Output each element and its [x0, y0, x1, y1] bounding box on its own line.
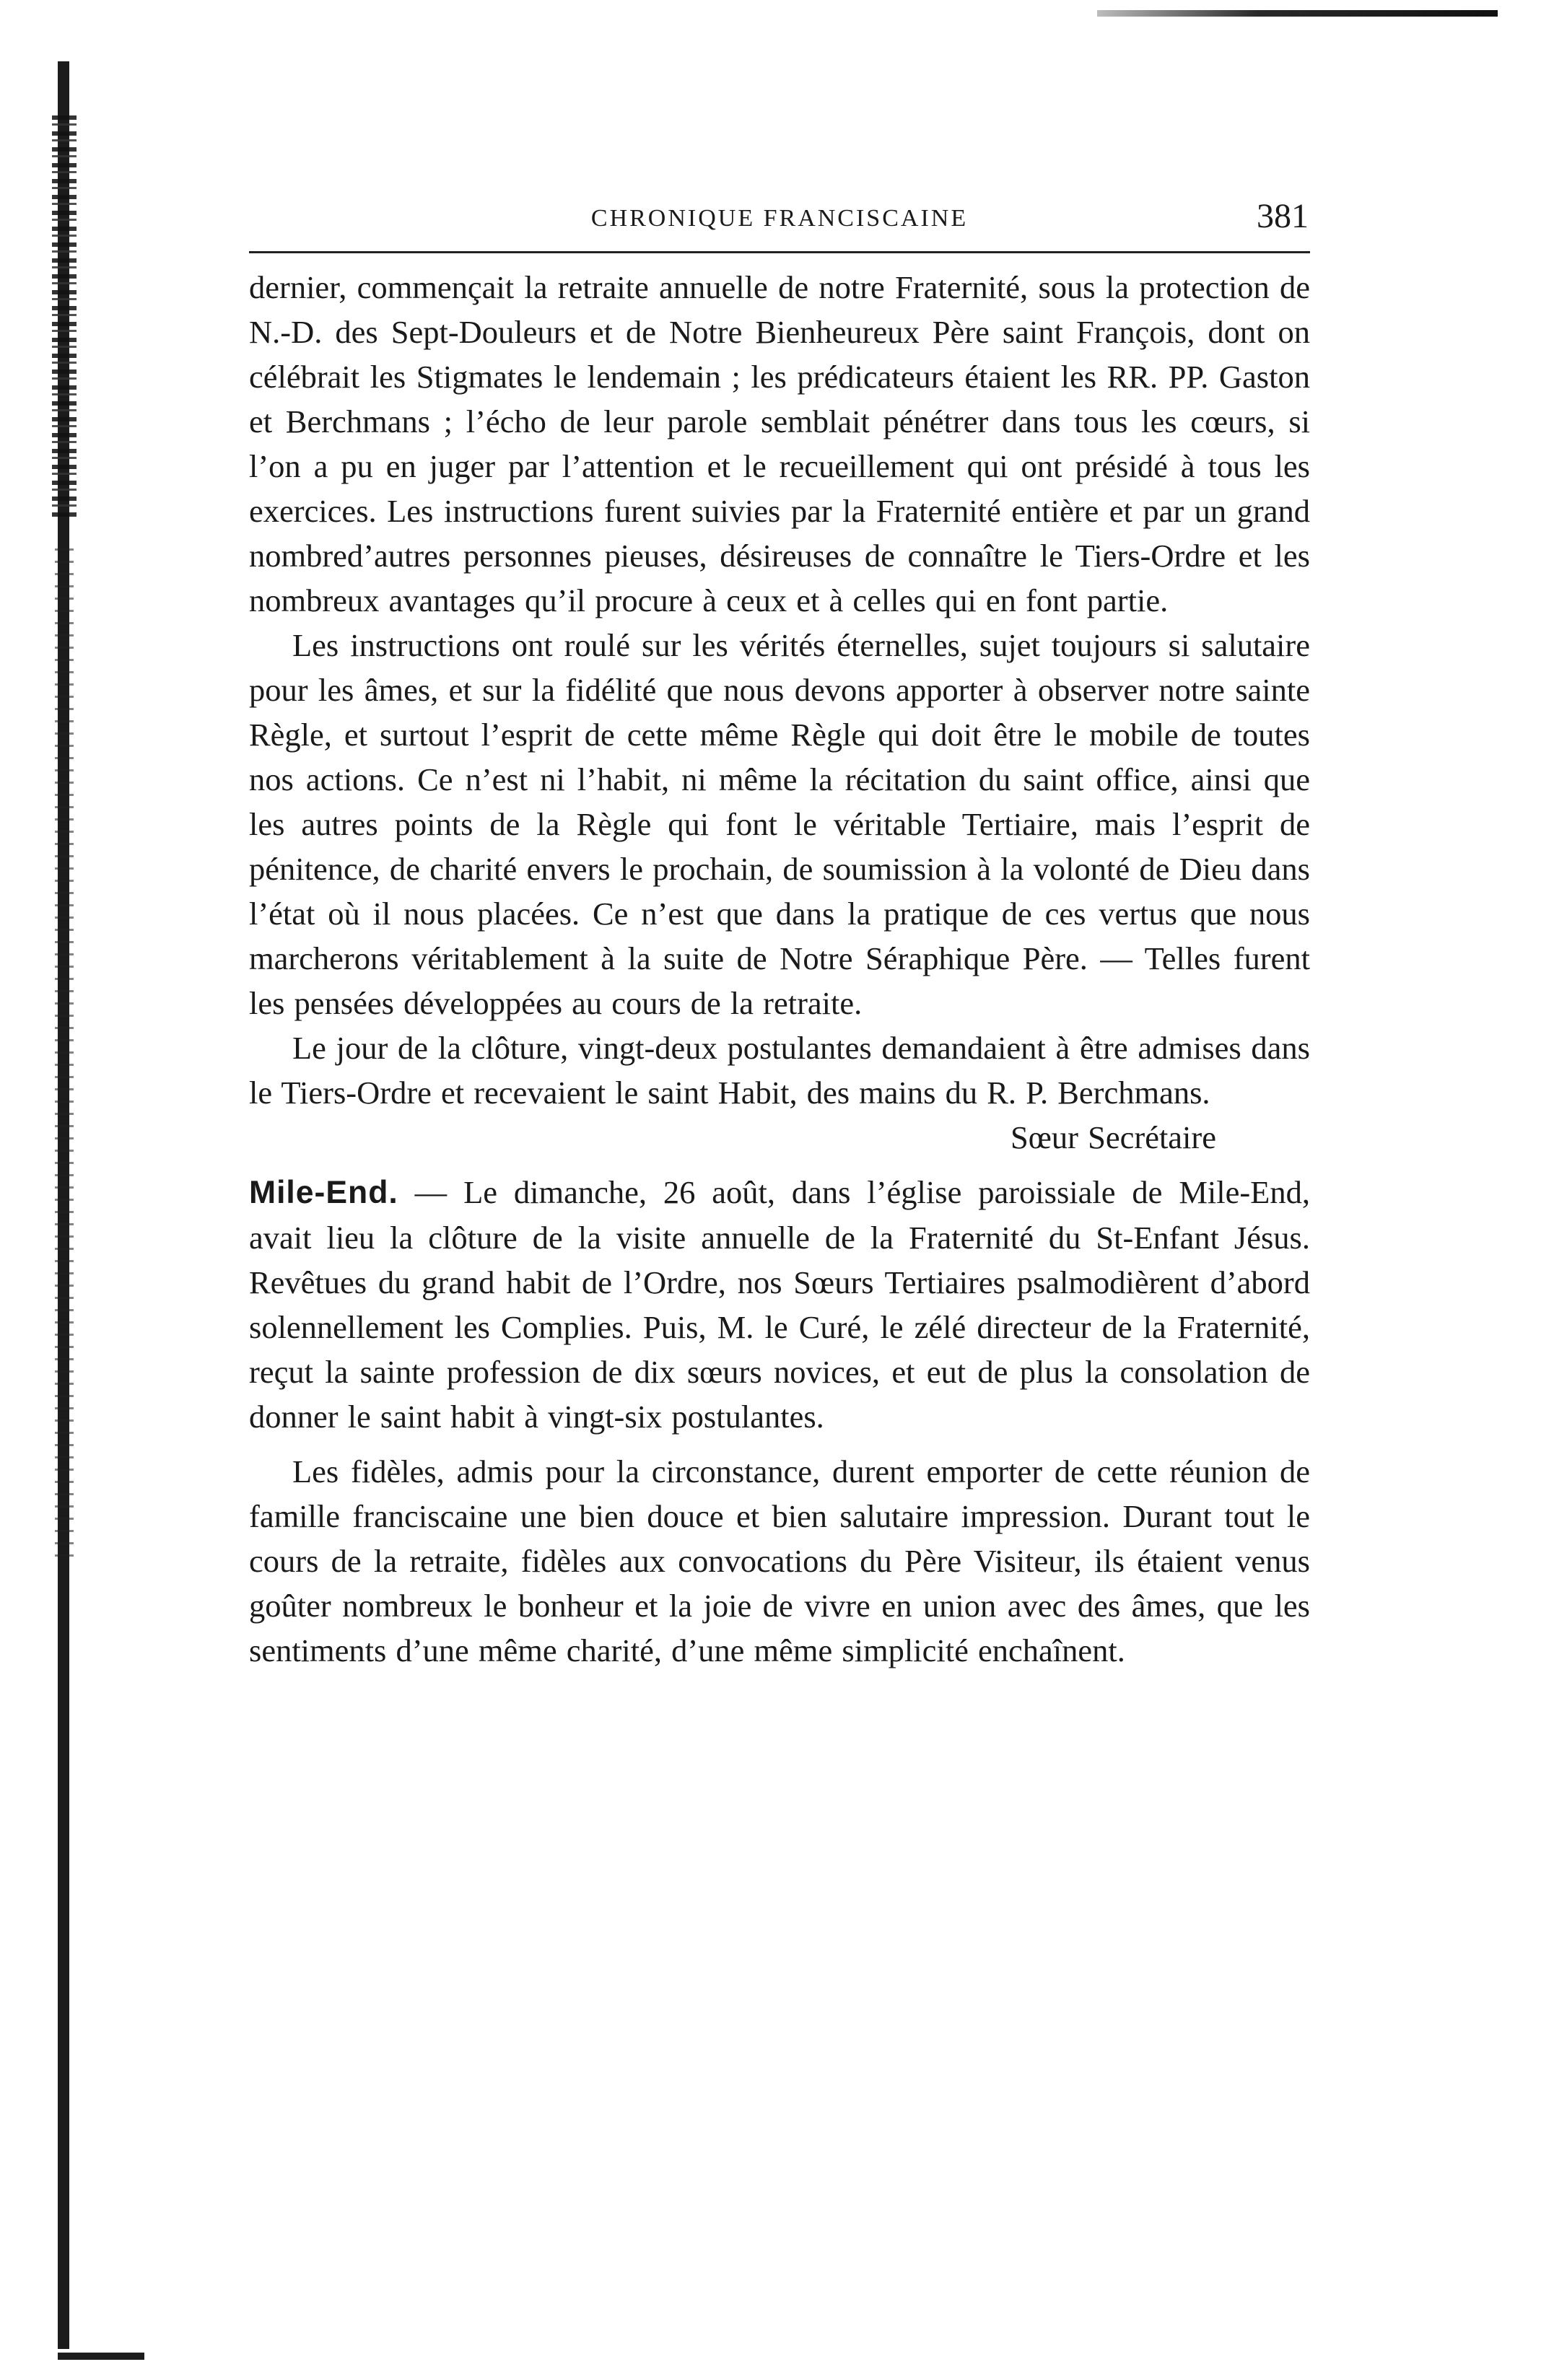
- paragraph-closing-day: Le jour de la clôture, vingt-deux postulantes demandaient à être admises dans le Tiers-Ordre et recevaient le saint Habit, des mains du R. P. Berchmans.: [249, 1030, 1310, 1111]
- signature: Sœur Secrétaire: [1011, 1119, 1216, 1155]
- running-head: [249, 195, 1310, 253]
- article-body: [249, 265, 1310, 1673]
- running-title: CHRONIQUE FRANCISCAINE: [590, 205, 969, 232]
- binding-shadow-lower: [55, 548, 74, 1559]
- binding-shadow: [52, 115, 77, 520]
- page-number: 381: [1257, 197, 1309, 235]
- binding-foot: [58, 2353, 144, 2360]
- paragraph-instructions: Les instructions ont roulé sur les vérités éternelles, sujet toujours si salutaire pour les âmes, et sur la fidélité que nous devons apporter à observer notre sainte Règle, et surtout l’esprit de cette même Règle qui doit être le mobile de toutes nos actions. Ce n’est ni l’habit, ni même la récitation du saint office, ainsi que les autres points de la Règle qui font le véritable Tertiaire, mais l’esprit de pénitence, de charité envers le prochain, de soumission à la volonté de Dieu dans l’état où il nous placées. Ce n’est que dans la pratique de ces vertus que nous marcherons véritablement à la suite de Notre Séraphique Père. — Telles furent les pensées développées au cours de la retraite.: [249, 627, 1310, 1021]
- paragraph-mile-end-text: — Le dimanche, 26 août, dans l’église paroissiale de Mile-End, avait lieu la clôture de la visite annuelle de la Fraternité du St-Enfant Jésus. Revêtues du grand habit de l’Ordre, nos Sœurs Tertiaires psalmodièrent d’abord solennellement les Complies. Puis, M. le Curé, le zélé directeur de la Fraternité, reçut la sainte profession de dix sœurs novices, et eut de plus la consolation de donner le saint habit à vingt-six postulantes.: [249, 1174, 1310, 1435]
- paragraph-continuation: dernier, commençait la retraite annuelle de notre Fraternité, sous la protection de N.-D. des Sept-Douleurs et de Notre Bienheureux Père saint François, dont on célébrait les Stigmates le lendemain ; les prédicateurs étaient les RR. PP. Gaston et Berchmans ; l’écho de leur parole semblait pénétrer dans tous les cœurs, si l’on a pu en juger par l’attention et le recueillement qui ont présidé à tous les exercices. Les instructions furent suivies par la Fraternité entière et par un grand nombred’autres personnes pieuses, désireuses de connaître le Tiers-Ordre et les nombreux avantages qu’il procure à ceux et à celles qui en font partie.: [249, 269, 1310, 618]
- paragraph-mile-end: [249, 1170, 1310, 1439]
- paragraph-faithful: Les fidèles, admis pour la circonstance, durent emporter de cette réunion de famille franciscaine une bien douce et bien salutaire impression. Durant tout le cours de la retraite, fidèles aux convocations du Père Visiteur, ils étaient venus goûter nombreux le bonheur et la joie de vivre en union avec des âmes, que les sentiments d’une même charité, d’une même simplicité enchaînent.: [249, 1453, 1310, 1668]
- page: [249, 195, 1310, 1673]
- top-edge-rule: [1097, 10, 1498, 17]
- section-place-heading: Mile-End.: [249, 1175, 398, 1210]
